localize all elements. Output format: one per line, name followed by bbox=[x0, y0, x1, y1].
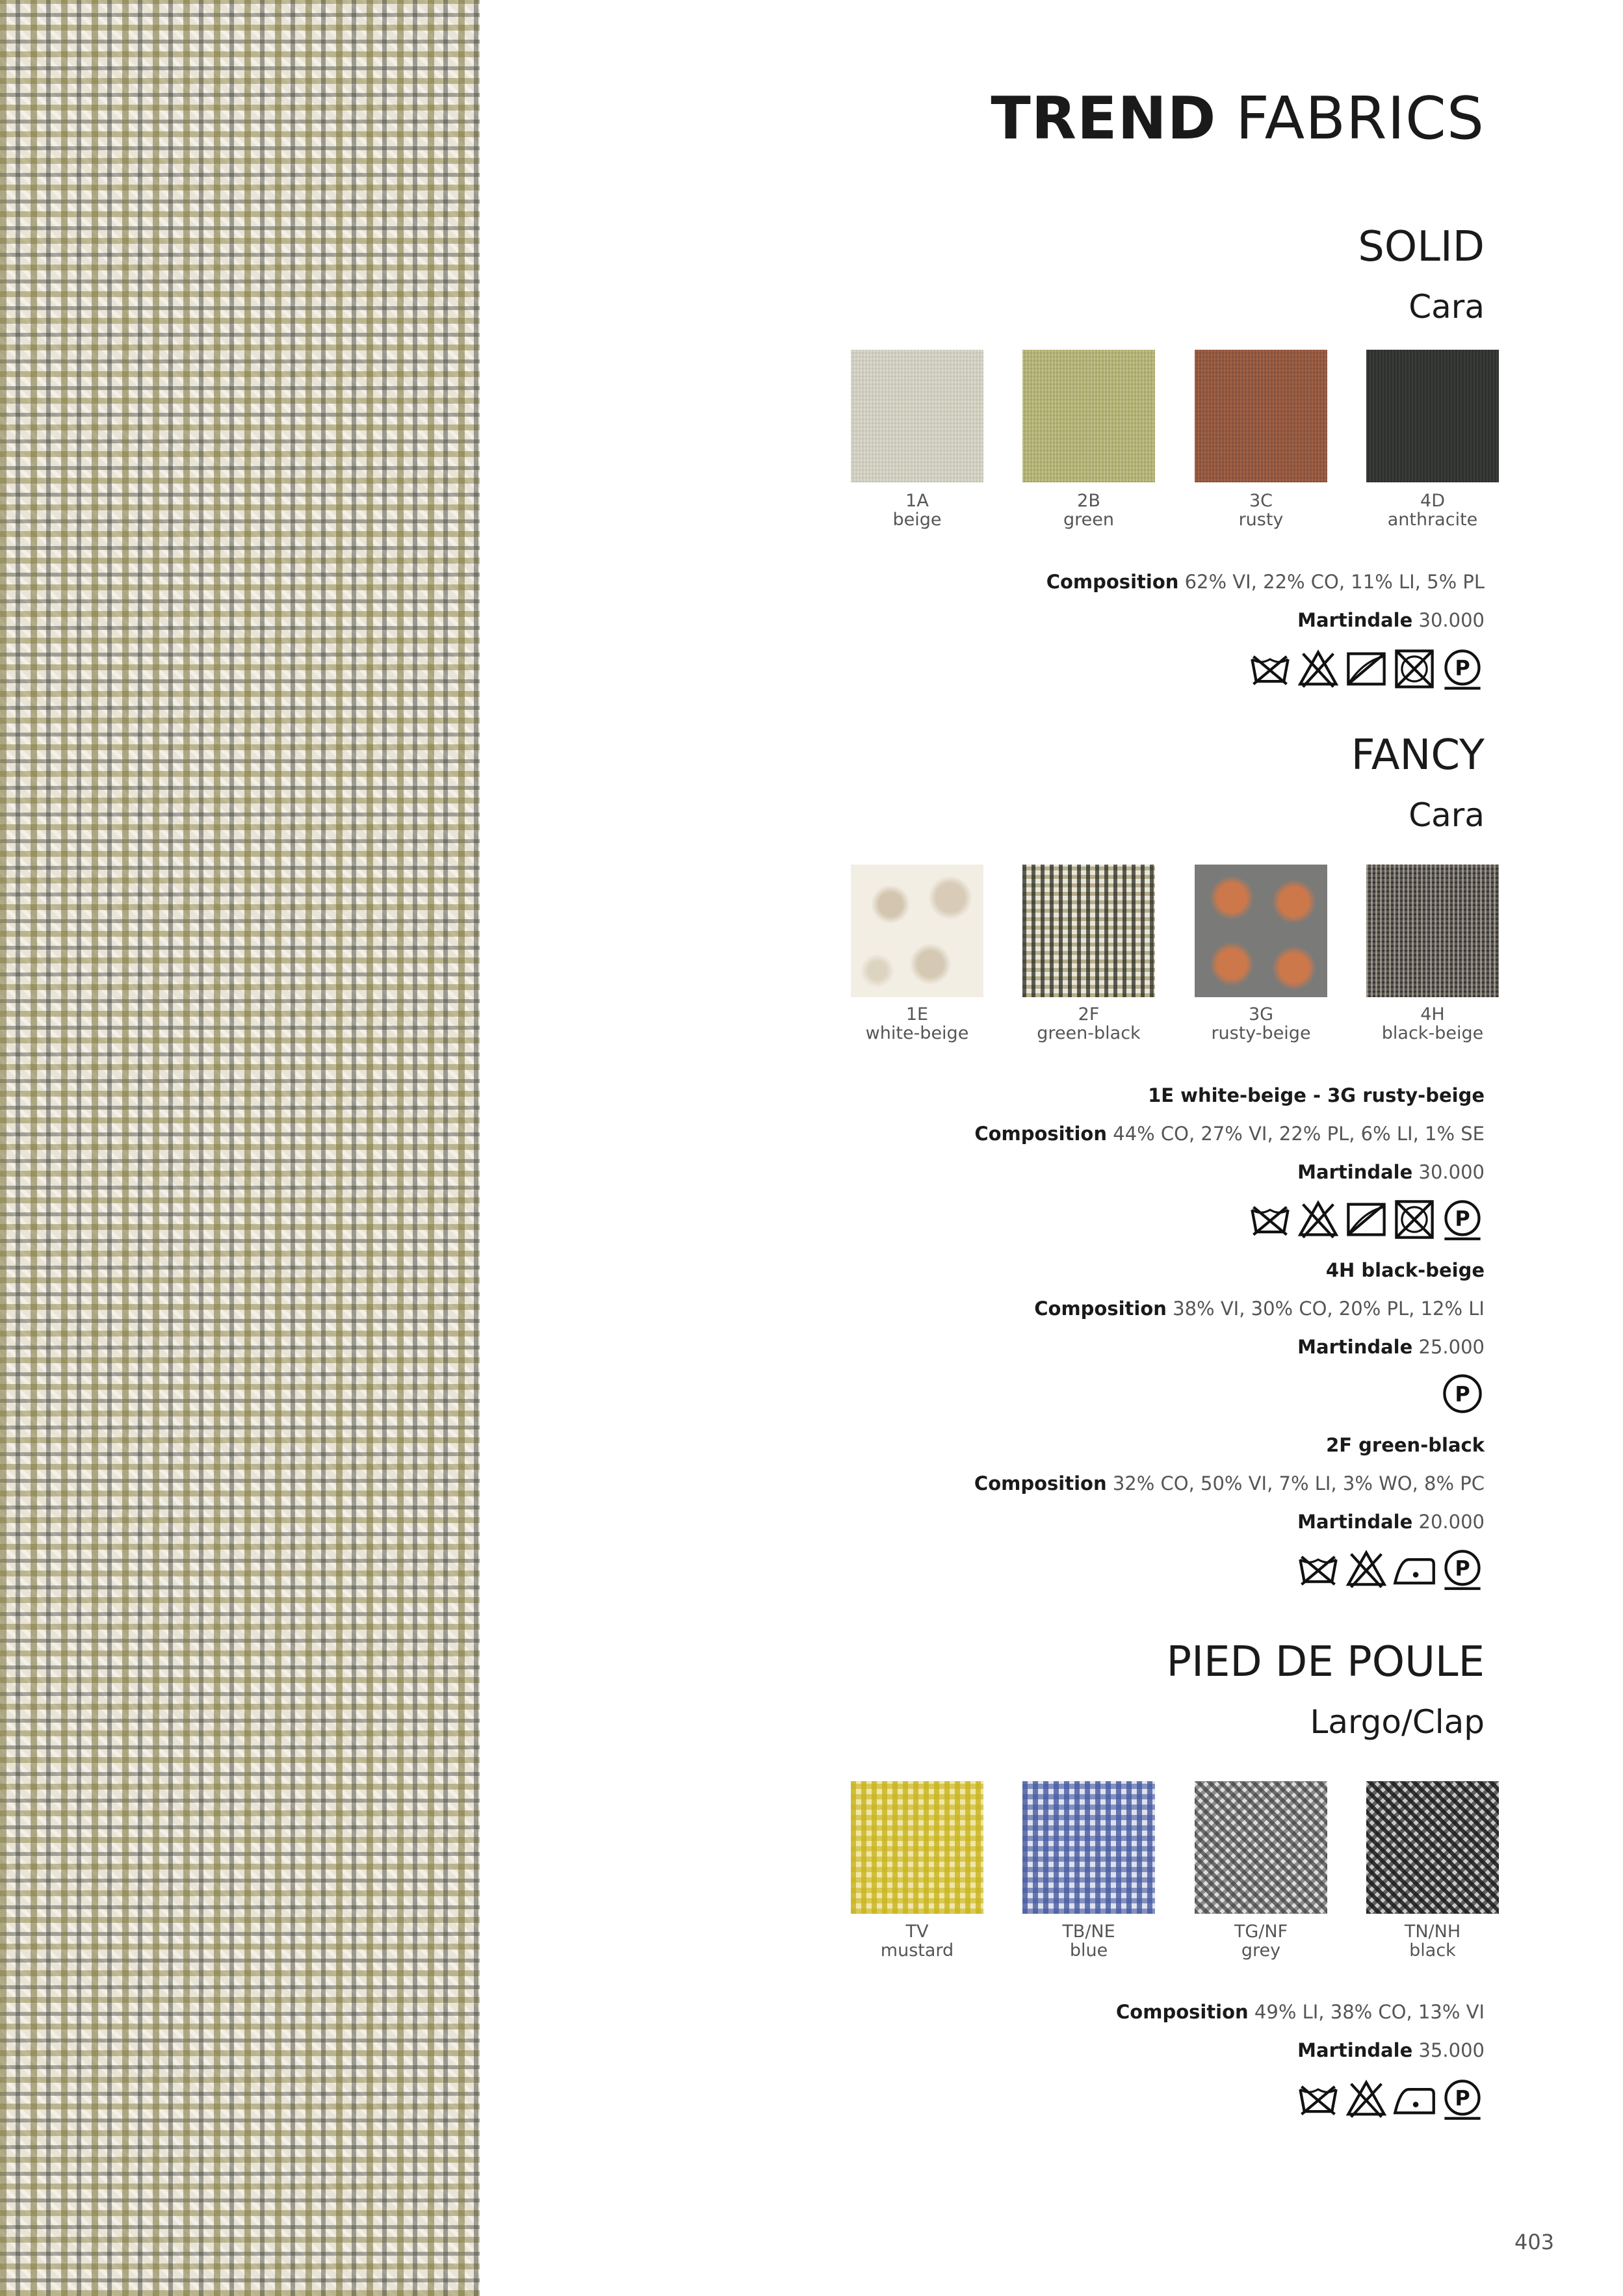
section-title-solid: SOLID bbox=[1358, 223, 1485, 271]
swatch-label-1e: 1E white-beige bbox=[865, 1004, 969, 1043]
swatch-2f bbox=[1022, 865, 1155, 997]
iron-low-icon bbox=[1392, 2077, 1436, 2121]
svg-text:P: P bbox=[1455, 655, 1470, 681]
swatch-label-1a: 1A beige bbox=[892, 491, 942, 530]
swatch-1a bbox=[851, 350, 983, 482]
svg-text:P: P bbox=[1455, 1381, 1470, 1407]
no-wash-icon bbox=[1248, 1197, 1292, 1242]
page-number: 403 bbox=[1514, 2230, 1555, 2254]
section-title-fancy: FANCY bbox=[1351, 731, 1485, 779]
iron-low-icon bbox=[1392, 1547, 1436, 1591]
swatch-3g bbox=[1195, 865, 1327, 997]
care-icons-pied-de-poule bbox=[1296, 2077, 1485, 2121]
composition-solid: Composition 62% VI, 22% CO, 11% LI, 5% PL bbox=[1046, 571, 1485, 593]
no-bleach-icon bbox=[1296, 647, 1340, 691]
composition-4h: Composition 38% VI, 30% CO, 20% PL, 12% LI bbox=[1034, 1298, 1485, 1320]
section-subtitle-fancy: Cara bbox=[1409, 796, 1485, 834]
swatch-4d bbox=[1366, 350, 1499, 482]
section-title-pied-de-poule: PIED DE POULE bbox=[1166, 1638, 1485, 1686]
swatch-2b bbox=[1022, 350, 1155, 482]
care-icons-2f bbox=[1296, 1547, 1485, 1591]
swatch-tv bbox=[851, 1781, 983, 1914]
swatch-tn-nh bbox=[1366, 1781, 1499, 1914]
no-wash-icon bbox=[1248, 647, 1292, 691]
swatch-1e bbox=[851, 865, 983, 997]
care-icons-1e-3g bbox=[1248, 1197, 1485, 1242]
composition-1e-3g: Composition 44% CO, 27% VI, 22% PL, 6% LI, 1% SE bbox=[974, 1123, 1485, 1145]
martindale-2f: Martindale 20.000 bbox=[1297, 1511, 1485, 1533]
no-dry-icon bbox=[1392, 647, 1436, 691]
swatch-label-2f: 2F green-black bbox=[1037, 1004, 1141, 1043]
dry-clean-p-icon bbox=[1440, 1372, 1485, 1416]
martindale-solid: Martindale 30.000 bbox=[1297, 609, 1485, 631]
swatch-label-tv: TV mustard bbox=[880, 1922, 954, 1961]
swatch-label-4h: 4H black-beige bbox=[1381, 1004, 1484, 1043]
dry-clean-p-icon bbox=[1440, 1197, 1485, 1242]
no-wash-icon bbox=[1296, 1547, 1340, 1591]
svg-text:P: P bbox=[1455, 2085, 1470, 2111]
svg-text:P: P bbox=[1455, 1556, 1470, 1581]
section-subtitle-pied-de-poule: Largo/Clap bbox=[1310, 1703, 1485, 1741]
title-bold: TREND bbox=[991, 85, 1217, 153]
swatch-label-2b: 2B green bbox=[1063, 491, 1114, 530]
martindale-1e-3g: Martindale 30.000 bbox=[1297, 1161, 1485, 1183]
dry-clean-p-icon bbox=[1440, 1547, 1485, 1591]
swatch-label-4d: 4D anthracite bbox=[1387, 491, 1478, 530]
dry-clean-p-icon bbox=[1440, 647, 1485, 691]
swatch-3c bbox=[1195, 350, 1327, 482]
spec-heading-4h: 4H black-beige bbox=[1325, 1259, 1485, 1281]
dry-clean-p-icon bbox=[1440, 2077, 1485, 2121]
no-tumble-dry-icon bbox=[1344, 1197, 1388, 1242]
no-bleach-icon bbox=[1344, 1547, 1388, 1591]
swatch-label-tg-nf: TG/NF grey bbox=[1234, 1922, 1288, 1961]
swatch-label-3g: 3G rusty-beige bbox=[1211, 1004, 1311, 1043]
no-tumble-dry-icon bbox=[1344, 647, 1388, 691]
spec-heading-2f: 2F green-black bbox=[1326, 1434, 1485, 1456]
swatch-label-3c: 3C rusty bbox=[1238, 491, 1284, 530]
section-subtitle-solid: Cara bbox=[1409, 288, 1485, 326]
title-light: FABRICS bbox=[1236, 85, 1485, 153]
swatch-label-tb-ne: TB/NE blue bbox=[1062, 1922, 1115, 1961]
composition-2f: Composition 32% CO, 50% VI, 7% LI, 3% WO, 8% PC bbox=[974, 1472, 1485, 1494]
no-bleach-icon bbox=[1296, 1197, 1340, 1242]
page-title bbox=[991, 85, 1485, 153]
no-wash-icon bbox=[1296, 2077, 1340, 2121]
composition-pied-de-poule: Composition 49% LI, 38% CO, 13% VI bbox=[1116, 2001, 1485, 2023]
swatch-label-tn-nh: TN/NH black bbox=[1404, 1922, 1461, 1961]
care-icons-4h bbox=[1440, 1372, 1485, 1416]
martindale-pied-de-poule: Martindale 35.000 bbox=[1297, 2039, 1485, 2061]
martindale-4h: Martindale 25.000 bbox=[1297, 1336, 1485, 1358]
care-icons-solid bbox=[1248, 647, 1485, 691]
spec-heading-1e-3g: 1E white-beige - 3G rusty-beige bbox=[1148, 1084, 1485, 1106]
svg-text:P: P bbox=[1455, 1206, 1470, 1231]
no-bleach-icon bbox=[1344, 2077, 1388, 2121]
swatch-4h bbox=[1366, 865, 1499, 997]
no-dry-icon bbox=[1392, 1197, 1436, 1242]
swatch-tb-ne bbox=[1022, 1781, 1155, 1914]
swatch-tg-nf bbox=[1195, 1781, 1327, 1914]
fabric-texture-image bbox=[0, 0, 480, 2296]
